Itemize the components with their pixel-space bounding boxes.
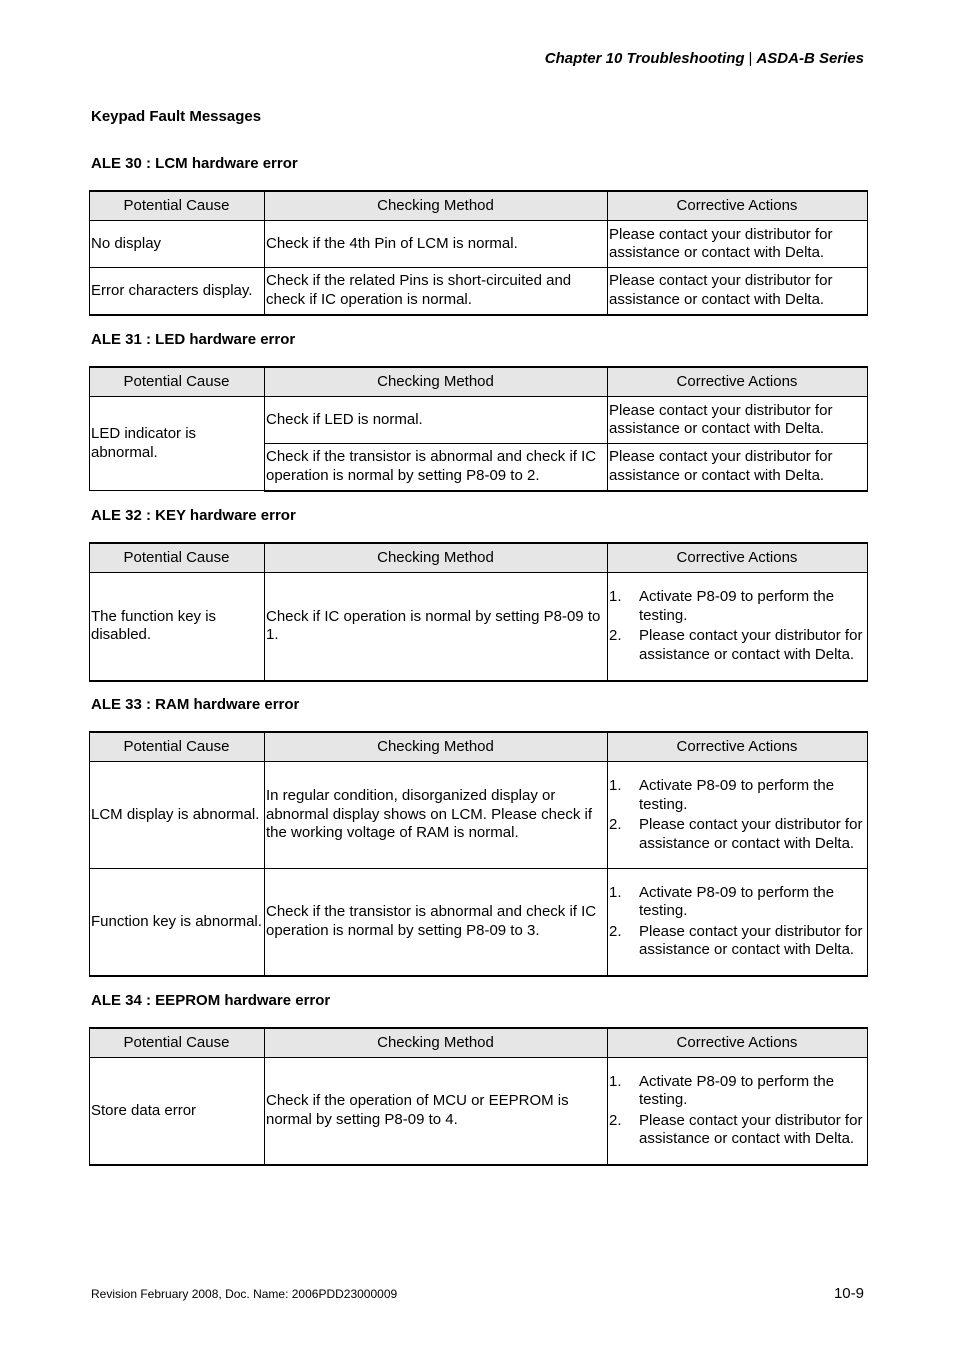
ale32-table [89,542,868,682]
action-cell [608,573,868,681]
header-cause: Potential Cause [90,732,265,762]
step-text: Activate P8-09 to perform the testing. [639,1072,835,1109]
page-number: 10-9 [833,1285,864,1302]
list-item [609,884,865,921]
table-header-row [90,732,868,762]
header-method: Checking Method [265,191,608,221]
table-row [90,1058,868,1165]
cause-cell: No display [90,221,265,268]
ale33-table [89,731,868,977]
step-number: 1. [609,1072,622,1090]
header-action: Corrective Actions [608,367,868,397]
revision-note: Revision February 2008, Doc. Name: 2006PDD23000009 [91,1287,398,1301]
header-method: Checking Method [265,367,608,397]
ale32-title: ALE 32 : KEY hardware error [91,507,296,524]
ale30-table [89,190,868,316]
table-row [90,397,868,444]
step-text: Activate P8-09 to perform the testing. [639,588,835,624]
step-text: Please contact your distributor for assistance or contact with Delta. [639,816,863,852]
table-row [90,268,868,315]
method-cell: Check if the related Pins is short-circuited and check if IC operation is normal. [265,268,608,315]
step-number: 2. [609,922,622,940]
action-steps [609,1073,865,1149]
step-number: 1. [609,588,622,606]
header-cause: Potential Cause [90,367,265,397]
action-cell [608,762,868,869]
header-method: Checking Method [265,543,608,573]
cause-cell: The function key is disabled. [90,573,265,681]
action-steps [609,884,865,960]
step-number: 2. [609,1111,622,1129]
list-item [609,1112,865,1149]
list-item [609,816,865,853]
cause-cell: LED indicator is abnormal. [90,397,265,491]
list-item [609,923,865,960]
cause-cell: Store data error [90,1058,265,1165]
table-header-row [90,1028,868,1058]
ale31-title: ALE 31 : LED hardware error [91,331,296,348]
header-cause: Potential Cause [90,191,265,221]
action-cell [608,869,868,976]
step-text: Activate P8-09 to perform the testing. [639,883,835,920]
list-item [609,1073,865,1110]
page-title: Keypad Fault Messages [91,108,262,125]
ale31-table [89,366,868,492]
step-number: 2. [609,627,622,645]
list-item [609,777,865,814]
step-number: 1. [609,777,622,794]
action-cell: Please contact your distributor for assistance or contact with Delta. [608,221,868,268]
table-header-row [90,191,868,221]
method-cell: Check if LED is normal. [265,397,608,444]
header-action: Corrective Actions [608,1028,868,1058]
step-number: 1. [609,883,622,901]
method-cell: In regular condition, disorganized display or abnormal display shows on LCM. Please check if the working voltage of RAM is normal. [265,762,608,869]
series-name: ASDA-B Series [756,50,864,67]
table-header-row [90,543,868,573]
method-cell: Check if the transistor is abnormal and check if IC operation is normal by setting P8-09 to 2. [265,444,608,491]
method-cell: Check if the operation of MCU or EEPROM is normal by setting P8-09 to 4. [265,1058,608,1165]
ale33-title: ALE 33 : RAM hardware error [91,696,300,713]
method-cell: Check if the 4th Pin of LCM is normal. [265,221,608,268]
header-action: Corrective Actions [608,191,868,221]
table-row [90,221,868,268]
step-text: Please contact your distributor for assistance or contact with Delta. [639,627,863,663]
table-row [90,869,868,976]
list-item [609,627,865,664]
cause-cell: Function key is abnormal. [90,869,265,976]
page-header [545,50,864,67]
table-header-row [90,367,868,397]
action-cell: Please contact your distributor for assistance or contact with Delta. [608,268,868,315]
header-separator: | [748,50,753,67]
header-method: Checking Method [265,1028,608,1058]
ale34-title: ALE 34 : EEPROM hardware error [91,992,331,1009]
method-cell: Check if the transistor is abnormal and check if IC operation is normal by setting P8-09 to 3. [265,869,608,976]
cause-cell: Error characters display. [90,268,265,315]
list-item [609,588,865,625]
ale34-table [89,1027,868,1166]
step-text: Please contact your distributor for assistance or contact with Delta. [639,1111,863,1148]
step-text: Please contact your distributor for assistance or contact with Delta. [639,922,863,959]
action-cell [608,1058,868,1165]
header-cause: Potential Cause [90,543,265,573]
table-row [90,762,868,869]
action-cell: Please contact your distributor for assistance or contact with Delta. [608,397,868,444]
chapter-title: Chapter 10 Troubleshooting [544,50,745,67]
table-row [90,573,868,681]
header-cause: Potential Cause [90,1028,265,1058]
header-action: Corrective Actions [608,543,868,573]
cause-cell: LCM display is abnormal. [90,762,265,869]
action-steps [609,777,865,853]
header-action: Corrective Actions [608,732,868,762]
step-number: 2. [609,816,622,833]
ale30-title: ALE 30 : LCM hardware error [91,155,298,172]
action-cell: Please contact your distributor for assistance or contact with Delta. [608,444,868,491]
method-cell: Check if IC operation is normal by setting P8-09 to 1. [265,573,608,681]
action-steps [609,588,865,664]
header-method: Checking Method [265,732,608,762]
step-text: Activate P8-09 to perform the testing. [639,777,835,813]
